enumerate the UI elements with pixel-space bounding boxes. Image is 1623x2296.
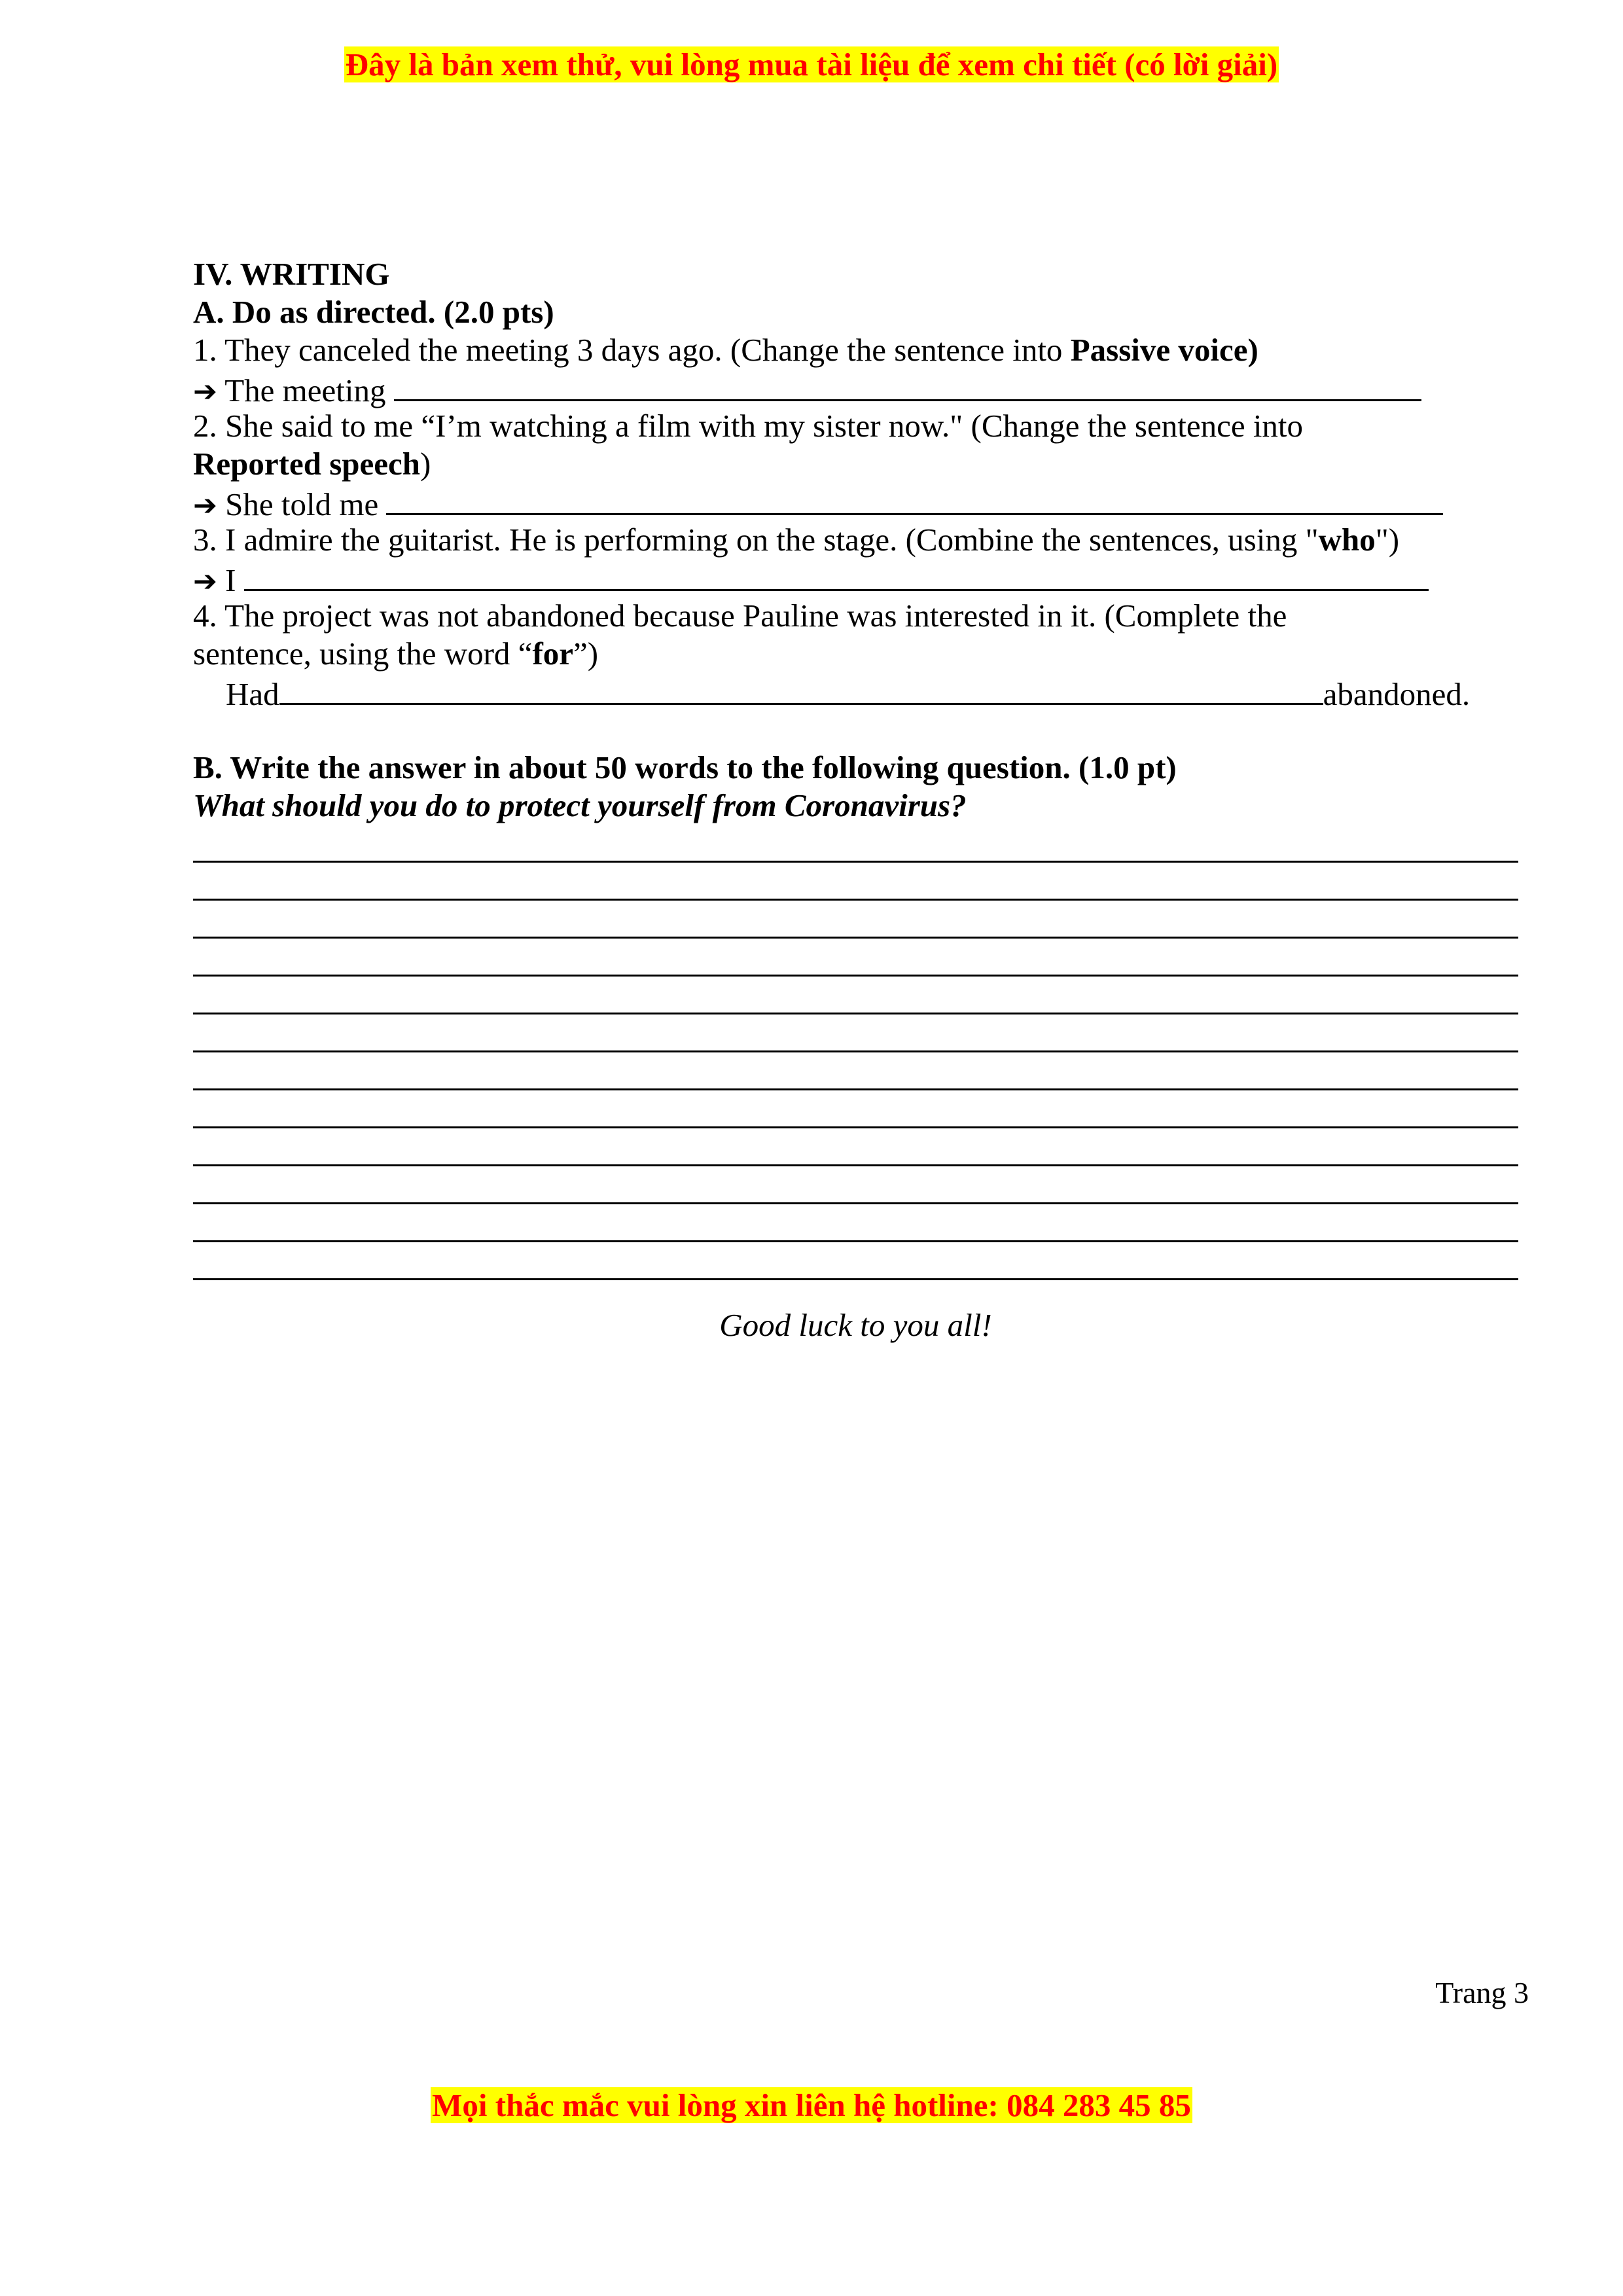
- part-b-title: B. Write the answer in about 50 words to the following question. (1.0 pt): [193, 749, 1177, 785]
- answer-4-start: Had: [226, 676, 279, 712]
- arrow-icon: ➔: [193, 375, 217, 408]
- answer-3-blank[interactable]: [244, 559, 1429, 591]
- answer-1: [193, 369, 1518, 407]
- question-2-continued: [193, 445, 1518, 483]
- question-3: [193, 521, 1518, 559]
- answer-line[interactable]: [193, 1052, 1518, 1090]
- question-1: [193, 331, 1518, 369]
- question-4-text-line1: 4. The project was not abandoned because Pauline was interested in it. (Complete the: [193, 598, 1287, 634]
- preview-banner-text: Đây là bản xem thử, vui lòng mua tài liệu để xem chi tiết (có lời giải): [345, 46, 1278, 82]
- answer-line[interactable]: [193, 825, 1518, 863]
- answer-4-blank[interactable]: [279, 673, 1323, 705]
- answer-4-end: abandoned.: [1323, 676, 1471, 712]
- question-4: [193, 597, 1518, 635]
- arrow-icon: ➔: [193, 565, 217, 598]
- hotline-banner: [0, 2087, 1623, 2124]
- question-2-close: ): [420, 446, 431, 482]
- answer-line[interactable]: [193, 1204, 1518, 1242]
- answer-4: [193, 673, 1518, 711]
- answer-3: [193, 559, 1518, 597]
- preview-banner: [0, 46, 1623, 83]
- page-number: Trang 3: [1435, 1976, 1529, 2009]
- question-3-text: 3. I admire the guitarist. He is performing on the stage. (Combine the sentences, using ": [193, 522, 1319, 558]
- question-4-text-line2: sentence, using the word “: [193, 636, 533, 672]
- answer-line[interactable]: [193, 1090, 1518, 1128]
- question-3-keyword: who: [1318, 522, 1376, 558]
- answer-1-prefix: The meeting: [224, 372, 386, 408]
- part-b-question: What should you do to protect yourself from Coronavirus?: [193, 787, 967, 823]
- part-a-title: A. Do as directed. (2.0 pts): [193, 294, 554, 330]
- arrow-icon: ➔: [193, 489, 217, 522]
- answer-line[interactable]: [193, 863, 1518, 901]
- answer-line[interactable]: [193, 1014, 1518, 1052]
- writing-answer-area[interactable]: [193, 825, 1518, 1280]
- answer-2-prefix: She told me: [225, 486, 379, 522]
- question-4-keyword: for: [532, 636, 574, 672]
- worksheet-content: [193, 255, 1518, 1344]
- closing-message: Good luck to you all!: [719, 1307, 992, 1343]
- question-2: [193, 407, 1518, 445]
- answer-line[interactable]: [193, 939, 1518, 977]
- question-4-close: ”): [573, 636, 599, 672]
- question-1-instruction: Passive voice): [1070, 332, 1258, 368]
- question-2-text: 2. She said to me “I’m watching a film with my sister now." (Change the sentence into: [193, 408, 1304, 444]
- answer-line[interactable]: [193, 1242, 1518, 1280]
- answer-1-blank[interactable]: [394, 369, 1421, 401]
- answer-line[interactable]: [193, 1128, 1518, 1166]
- answer-line[interactable]: [193, 901, 1518, 939]
- answer-line[interactable]: [193, 977, 1518, 1014]
- answer-2: [193, 483, 1518, 521]
- question-2-instruction: Reported speech: [193, 446, 421, 482]
- question-1-text: 1. They canceled the meeting 3 days ago. (Change the sentence into: [193, 332, 1071, 368]
- question-3-close: "): [1375, 522, 1400, 558]
- answer-2-blank[interactable]: [386, 483, 1443, 515]
- section-title: IV. WRITING: [193, 256, 390, 292]
- question-4-continued: [193, 635, 1518, 673]
- answer-3-prefix: I: [225, 562, 236, 598]
- hotline-banner-text: Mọi thắc mắc vui lòng xin liên hệ hotline: 084 283 45 85: [432, 2087, 1191, 2123]
- answer-line[interactable]: [193, 1166, 1518, 1204]
